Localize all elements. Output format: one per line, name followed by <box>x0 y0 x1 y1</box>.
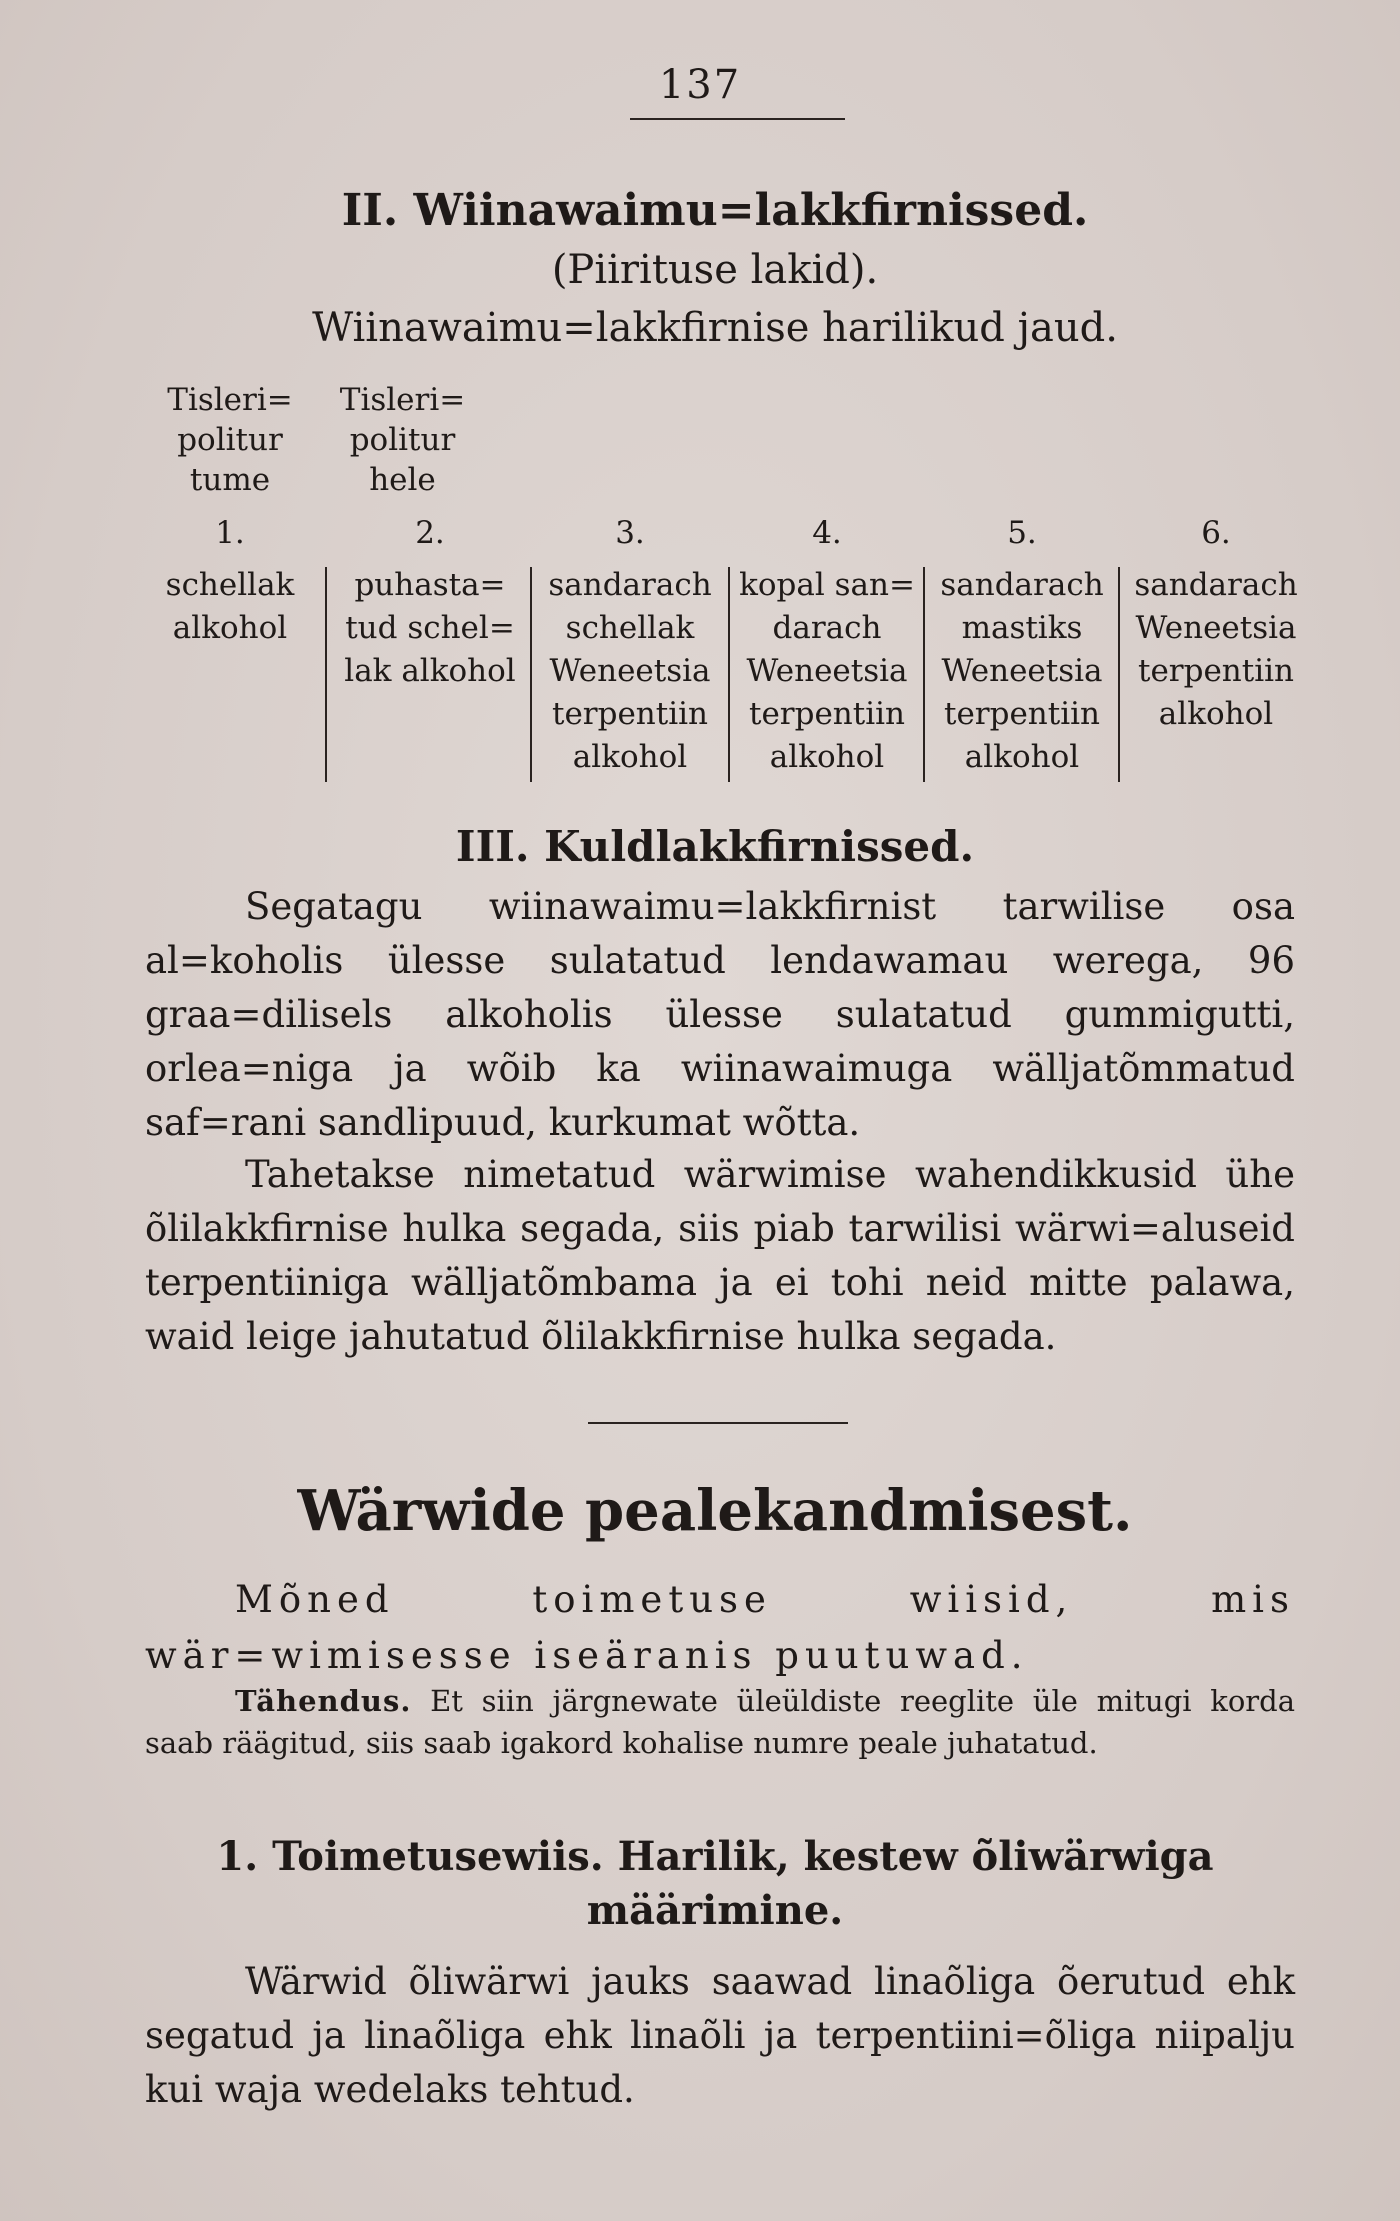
chapter-title: Wärwide pealekandmisest. <box>297 1478 1133 1544</box>
section-3-title: III. Kuldlakkfirnissed. <box>455 822 975 871</box>
table-divider <box>1118 567 1120 782</box>
column-text: sandarach mastiks Weneetsia terpentiin alkohol <box>940 567 1104 775</box>
column-label-2: Tisleri= politur hele <box>339 382 466 498</box>
column-number: 1. <box>215 515 245 551</box>
table-column-5 <box>927 512 1117 779</box>
column-text: puhasta= tud schel= lak alkohol <box>344 567 516 689</box>
table-column-1 <box>150 512 310 650</box>
page-number-rule <box>630 118 845 120</box>
varnish-table <box>150 512 1310 792</box>
column-text: sandarach Weneetsia terpentiin alkohol <box>1134 567 1298 732</box>
section-2-title: II. Wiinawaimu=lakkfirnissed. <box>341 185 1089 236</box>
section-3-paragraph-1: Segatagu wiinawaimu=lakkfirnist tarwilise osa al=koholis ülesse sulatatud lendawamau werega, 96 graa=dilisels alkoholis ülesse sulatatud gummigutti, orlea=niga ja wõib ka wiinawaimuga wälljatõmmatud saf=rani sandlipuud, kurkumat wõtta. <box>145 885 1295 1144</box>
chapter-note <box>145 1680 1295 1764</box>
section-2-subtitle: (Piirituse lakid). <box>551 247 879 293</box>
column-number: 3. <box>615 515 645 551</box>
column-number: 5. <box>1007 515 1037 551</box>
table-column-2 <box>330 512 530 693</box>
section-3-paragraph-2: Tahetakse nimetatud wärwimise wahendikkusid ühe õlilakkfirnise hulka segada, siis piab tarwilisi wärwi=aluseid terpentiiniga wälljatõmbama ja ei tohi neid mitte palawa, waid leige jahutatud õlilakkfirnise hulka segada. <box>145 1153 1295 1358</box>
section-divider <box>588 1422 848 1424</box>
chapter-spaced-intro: Mõned toimetuse wiisid, mis wär=wimisesse iseäranis puutuwad. <box>145 1578 1295 1677</box>
column-text: kopal san= darach Weneetsia terpentiin alkohol <box>739 567 915 775</box>
column-number: 6. <box>1201 515 1231 551</box>
subsection-1-paragraph: Wärwid õliwärwi jauks saawad linaõliga õerutud ehk segatud ja linaõliga ehk linaõli ja terpentiini=õliga niipalju kui waja wedelaks tehtud. <box>145 1960 1295 2111</box>
column-text: schellak alkohol <box>165 567 295 646</box>
table-divider <box>728 567 730 782</box>
column-number: 2. <box>415 515 445 551</box>
column-text: sandarach schellak Weneetsia terpentiin alkohol <box>548 567 712 775</box>
table-divider <box>325 567 327 782</box>
section-2-subheading: Wiinawaimu=lakkfirnise harilikud jaud. <box>312 305 1118 351</box>
note-text: Et siin järgnewate üleüldiste reeglite üle mitugi korda saab räägitud, siis saab igakord kohalise numre peale juhatatud. <box>145 1684 1295 1760</box>
column-label-1: Tisleri= politur tume <box>167 382 293 498</box>
table-column-3 <box>535 512 725 779</box>
table-column-6 <box>1122 512 1310 736</box>
table-column-4 <box>732 512 922 779</box>
page-number: 137 <box>658 62 742 108</box>
column-number: 4. <box>812 515 842 551</box>
note-label: Tähendus. <box>235 1684 412 1718</box>
subsection-1-title: 1. Toimetusewiis. Harilik, kestew õliwärwiga määrimine. <box>216 1833 1214 1934</box>
table-divider <box>530 567 532 782</box>
table-divider <box>923 567 925 782</box>
